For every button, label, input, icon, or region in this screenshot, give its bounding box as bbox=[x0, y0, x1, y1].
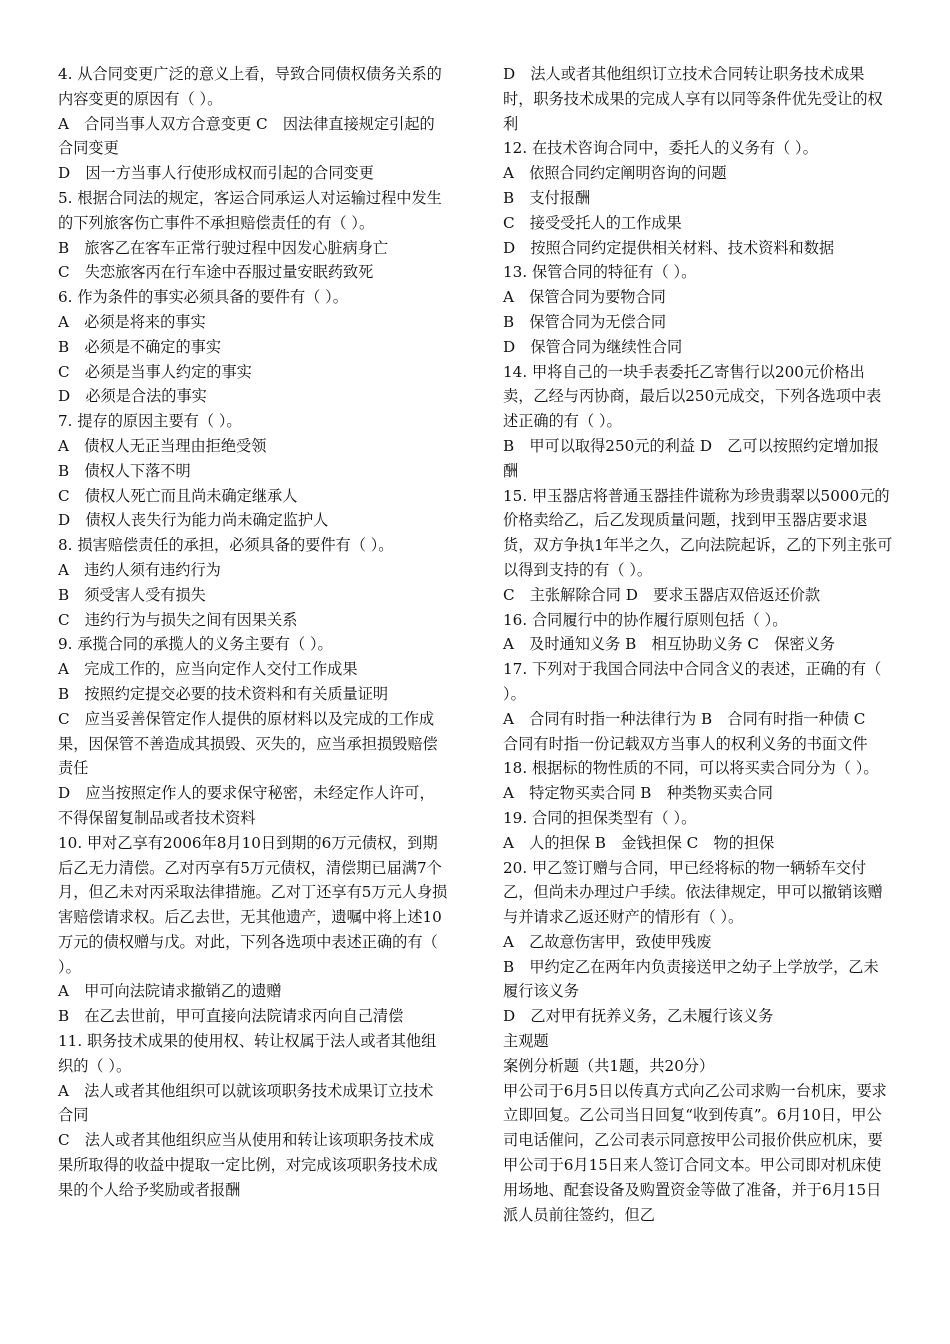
text-paragraph: 主观题 bbox=[503, 1032, 549, 1051]
text-paragraph: D 乙对甲有抚养义务，乙未履行该义务 bbox=[503, 1007, 774, 1026]
text-paragraph: A 特定物买卖合同 B 种类物买卖合同 bbox=[503, 784, 773, 803]
left-column bbox=[58, 62, 448, 1203]
text-paragraph: A 合同当事人双方合意变更 C 因法律直接规定引起的合同变更 bbox=[58, 114, 435, 158]
text-paragraph: B 按照约定提交必要的技术资料和有关质量证明 bbox=[58, 684, 389, 703]
text-paragraph: 20. 甲乙签订赠与合同，甲已经将标的物一辆轿车交付乙，但尚未办理过户手续。依法律规定，甲可以撤销该赠与并请求乙返还财产的情形有（ ）。 bbox=[503, 858, 883, 927]
text-paragraph: A 乙故意伤害甲，致使甲残废 bbox=[503, 932, 712, 951]
text-paragraph: D 保管合同为继续性合同 bbox=[503, 337, 683, 356]
text-paragraph: 案例分析题（共1题，共20分） bbox=[503, 1056, 715, 1075]
text-paragraph: B 支付报酬 bbox=[503, 188, 591, 207]
text-paragraph: B 保管合同为无偿合同 bbox=[503, 312, 667, 331]
text-paragraph: A 违约人须有违约行为 bbox=[58, 560, 221, 579]
text-paragraph: C 违约行为与损失之间有因果关系 bbox=[58, 610, 298, 629]
text-paragraph: D 因一方当事人行使形成权而引起的合同变更 bbox=[58, 164, 374, 183]
text-paragraph: C 法人或者其他组织应当从使用和转让该项职务技术成果所取得的收益中提取一定比例，对完成该项职务技术成果的个人给予奖励或者报酬 bbox=[58, 1131, 438, 1199]
text-paragraph: 5. 根据合同法的规定，客运合同承运人对运输过程中发生的下列旅客伤亡事件不承担赔偿责任的有（ ）。 bbox=[58, 188, 442, 232]
text-paragraph: C 接受受托人的工作成果 bbox=[503, 213, 682, 232]
text-paragraph: 4. 从合同变更广泛的意义上看，导致合同债权债务关系的内容变更的原因有（ ）。 bbox=[58, 65, 442, 108]
text-paragraph: 18. 根据标的物性质的不同，可以将买卖合同分为（ ）。 bbox=[503, 759, 879, 778]
text-paragraph: A 依照合同约定阐明咨询的问题 bbox=[503, 164, 727, 183]
text-paragraph: C 必须是当事人约定的事实 bbox=[58, 362, 252, 381]
text-paragraph: B 在乙去世前，甲可直接向法院请求丙向自己清偿 bbox=[58, 1007, 404, 1026]
text-paragraph: 10. 甲对乙享有2006年8月10日到期的6万元债权，到期后乙无力清偿。乙对丙享有5万元债权，清偿期已届满7个月，但乙未对丙采取法律措施。乙对丁还享有5万元人身损害赔偿请求权。后乙去世，无其他遗产，遗嘱中将上述10万元的债权赠与戊。对此，下列各选项中表述正确的有（ ）。 bbox=[58, 833, 448, 976]
text-paragraph: 15. 甲玉器店将普通玉器挂件谎称为珍贵翡翠以5000元的价格卖给乙，后乙发现质量问题，找到甲玉器店要求退货，双方争执1年半之久，乙向法院起诉，乙的下列主张可以得到支持的有（ ）。 bbox=[503, 486, 893, 579]
text-paragraph: 7. 提存的原因主要有（ ）。 bbox=[58, 412, 242, 431]
text-paragraph: B 必须是不确定的事实 bbox=[58, 337, 222, 356]
text-paragraph: D 必须是合法的事实 bbox=[58, 387, 207, 406]
text-paragraph: C 失恋旅客丙在行车途中吞服过量安眠药致死 bbox=[58, 263, 374, 282]
text-paragraph: A 必须是将来的事实 bbox=[58, 312, 206, 331]
text-paragraph: 17. 下列对于我国合同法中合同含义的表述，正确的有（ ）。 bbox=[503, 660, 882, 703]
text-paragraph: A 法人或者其他组织可以就该项职务技术成果订立技术合同 bbox=[58, 1081, 434, 1125]
text-paragraph: A 合同有时指一种法律行为 B 合同有时指一种债 C 合同有时指一份记载双方当事人的权利义务的书面文件 bbox=[503, 709, 881, 753]
text-paragraph: B 债权人下落不明 bbox=[58, 461, 191, 480]
text-paragraph: A 及时通知义务 B 相互协助义务 C 保密义务 bbox=[503, 635, 835, 654]
text-paragraph: 12. 在技术咨询合同中，委托人的义务有（ ）。 bbox=[503, 139, 818, 158]
text-paragraph: 甲公司于6月5日以传真方式向乙公司求购一台机床，要求立即回复。乙公司当日回复“收到传真”。6月10日，甲公司电话催问，乙公司表示同意按甲公司报价供应机床，要甲公司于6月15日来人签订合同文本。甲公司即对机床使用场地、配套设备及购置资金等做了准备，并于6月15日派人员前往签约，但乙 bbox=[503, 1081, 887, 1224]
text-paragraph: 8. 损害赔偿责任的承担，必须具备的要件有（ ）。 bbox=[58, 536, 394, 555]
text-paragraph: D 应当按照定作人的要求保守秘密，未经定作人许可，不得保留复制品或者技术资料 bbox=[58, 784, 435, 827]
text-paragraph: A 甲可向法院请求撤销乙的遗赠 bbox=[58, 982, 282, 1001]
text-paragraph: 9. 承揽合同的承揽人的义务主要有（ ）。 bbox=[58, 635, 333, 654]
text-paragraph: C 主张解除合同 D 要求玉器店双倍返还价款 bbox=[503, 585, 821, 604]
text-paragraph: A 保管合同为要物合同 bbox=[503, 288, 666, 307]
text-paragraph: B 甲可以取得250元的利益 D 乙可以按照约定增加报酬 bbox=[503, 436, 880, 480]
text-paragraph: D 法人或者其他组织订立技术合同转让职务技术成果时，职务技术成果的完成人享有以同等条件优先受让的权利 bbox=[503, 65, 883, 133]
text-paragraph: 14. 甲将自己的一块手表委托乙寄售行以200元价格出卖，乙经与丙协商，最后以250元成交，下列各选项中表述正确的有（ ）。 bbox=[503, 362, 882, 431]
text-paragraph: A 完成工作的，应当向定作人交付工作成果 bbox=[58, 660, 358, 679]
text-paragraph: 13. 保管合同的特征有（ ）。 bbox=[503, 263, 697, 282]
text-paragraph: A 人的担保 B 金钱担保 C 物的担保 bbox=[503, 833, 775, 852]
text-paragraph: A 债权人无正当理由拒绝受领 bbox=[58, 436, 267, 455]
text-paragraph: D 债权人丧失行为能力尚未确定监护人 bbox=[58, 511, 329, 530]
text-paragraph: 16. 合同履行中的协作履行原则包括（ ）。 bbox=[503, 610, 788, 629]
text-paragraph: B 甲约定乙在两年内负责接送甲之幼子上学放学，乙未履行该义务 bbox=[503, 957, 879, 1001]
text-paragraph: C 债权人死亡而且尚未确定继承人 bbox=[58, 486, 298, 505]
text-paragraph: C 应当妥善保管定作人提供的原材料以及完成的工作成果，因保管不善造成其损毁、灭失的，应当承担损毁赔偿责任 bbox=[58, 709, 438, 778]
text-paragraph: 19. 合同的担保类型有（ ）。 bbox=[503, 808, 697, 827]
text-paragraph: D 按照合同约定提供相关材料、技术资料和数据 bbox=[503, 238, 835, 257]
right-column bbox=[503, 62, 893, 1227]
text-paragraph: B 旅客乙在客车正常行驶过程中因发心脏病身亡 bbox=[58, 238, 389, 257]
text-paragraph: 6. 作为条件的事实必须具备的要件有（ ）。 bbox=[58, 288, 348, 307]
text-paragraph: 11. 职务技术成果的使用权、转让权属于法人或者其他组织的（ ）。 bbox=[58, 1032, 437, 1075]
text-paragraph: B 须受害人受有损失 bbox=[58, 585, 206, 604]
